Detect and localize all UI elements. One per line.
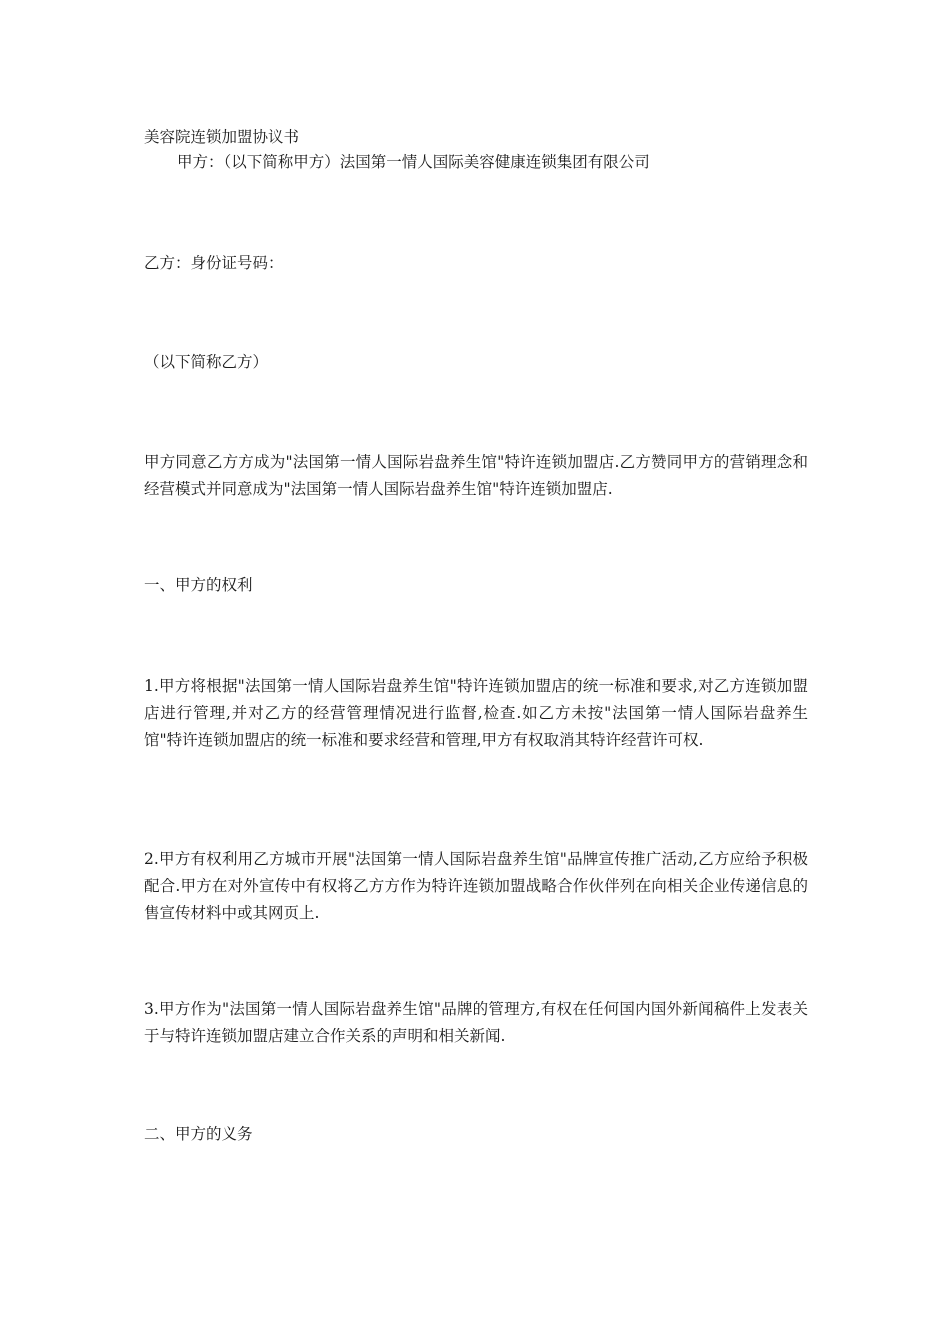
clause-2-paragraph: 2.甲方有权利用乙方城市开展"法国第一情人国际岩盘养生馆"品牌宣传推广活动,乙方应给予积极配合.甲方在对外宣传中有权将乙方方作为特许连锁加盟战略合作伙伴列在向相关企业传递信息的售宣传材料中或其网页上.: [144, 850, 808, 922]
party-a-line: 甲方：（以下简称甲方）法国第一情人国际美容健康连锁集团有限公司: [177, 153, 650, 171]
party-b-line: 乙方：身份证号码：: [144, 254, 284, 272]
document-title: 美容院连锁加盟协议书: [144, 128, 300, 146]
clause-3-paragraph: 3.甲方作为"法国第一情人国际岩盘养生馆"品牌的管理方,有权在任何国内国外新闻稿件上发表关于与特许连锁加盟店建立合作关系的声明和相关新闻.: [144, 1000, 808, 1045]
intro-paragraph: 甲方同意乙方方成为"法国第一情人国际岩盘养生馆"特许连锁加盟店.乙方赞同甲方的营销理念和经营模式并同意成为"法国第一情人国际岩盘养生馆"特许连锁加盟店.: [144, 453, 808, 498]
section-2-heading: 二、甲方的义务: [144, 1125, 253, 1143]
party-b-abbreviation: （以下简称乙方）: [144, 353, 269, 371]
clause-1-paragraph: 1.甲方将根据"法国第一情人国际岩盘养生馆"特许连锁加盟店的统一标准和要求,对乙方连锁加盟店进行管理,并对乙方的经营管理情况进行监督,检查.如乙方未按"法国第一情人国际岩盘养生馆"特许连锁加盟店的统一标准和要求经营和管理,甲方有权取消其特许经营许可权.: [144, 677, 808, 749]
section-1-heading: 一、甲方的权利: [144, 576, 253, 594]
